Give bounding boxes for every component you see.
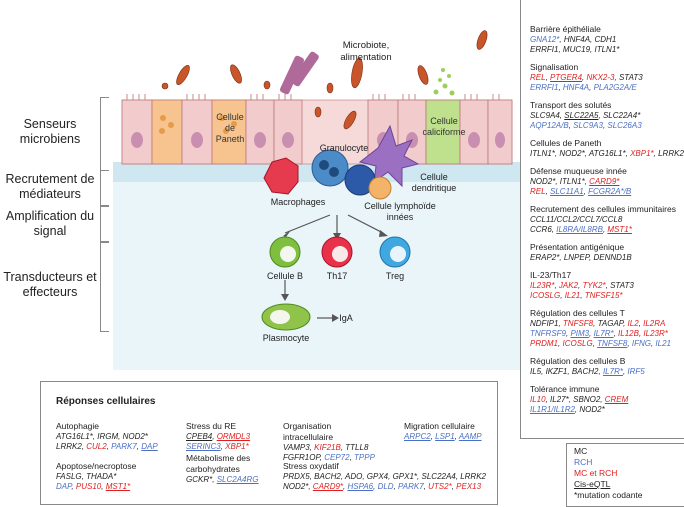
response-group: [186, 421, 250, 452]
gene-name: LRRK2: [56, 442, 82, 451]
response-group-title: Organisation intracellulaire: [283, 421, 334, 442]
gene-name: DLD: [377, 482, 394, 491]
gene-name: ITLN1*: [559, 177, 585, 186]
gene-name: IL2RA: [643, 319, 666, 328]
gene-line: IL23R*, JAK2, TYK2*, STAT3: [530, 281, 634, 290]
gene-line: IL1R1/IL1R2, NOD2*: [530, 405, 605, 414]
gene-name: IL27*: [550, 395, 569, 404]
gene-name: ADO: [344, 472, 363, 481]
gene-name: JAK2: [558, 281, 579, 290]
gene-name: PRDX5: [283, 472, 310, 481]
gene-name: SLC22A4*: [602, 111, 641, 120]
gene-name: CARD9*: [312, 482, 344, 491]
gene-line: NOD2*, CARD9*, HSPA6, DLD, PARK7, UTS2*, PEX13: [283, 482, 482, 491]
gene-name: IL8RA/IL8RB: [556, 225, 603, 234]
category-title: Défense muqueuse innée: [530, 166, 627, 176]
gene-line: IL10, IL27*, SBNO2, CREM: [530, 395, 629, 404]
food-particles: [279, 51, 320, 96]
gene-name: IKZF1: [545, 367, 568, 376]
gene-name: ERRFI1: [530, 45, 559, 54]
gene-name: IL1R1/IL1R2: [530, 405, 575, 414]
category-title: Barrière épithéliale: [530, 24, 601, 34]
gene-category: [530, 166, 684, 197]
gene-name: IFNG: [631, 339, 651, 348]
response-group: [186, 453, 272, 485]
gene-name: AAMP: [458, 432, 482, 441]
gene-name: ICOSLG: [562, 339, 593, 348]
label-treg: Treg: [385, 271, 405, 281]
gene-name: NOD2*: [530, 177, 556, 186]
gene-name: THADA*: [86, 472, 117, 481]
gene-name: LRRK2: [460, 472, 486, 481]
gene-name: SLC22A5: [564, 111, 599, 120]
gene-category: [530, 100, 684, 131]
gene-name: SLC26A3: [607, 121, 642, 130]
gene-name: CEP72: [324, 453, 350, 462]
gene-name: TTLL8: [345, 443, 369, 452]
gene-name: LRRK2: [658, 149, 684, 158]
gene-name: BACH2: [571, 367, 599, 376]
gene-name: ARPC2: [404, 432, 431, 441]
gene-line: DAP, PUS10, MST1*: [56, 482, 131, 491]
category-title: Cellules de Paneth: [530, 138, 602, 148]
gene-line: ERAP2*, LNPEP, DENND1B: [530, 253, 632, 262]
gene-name: PLA2G2A/E: [593, 83, 637, 92]
gene-name: LSP1: [435, 432, 455, 441]
gene-name: PIM3: [570, 329, 590, 338]
gene-category: [530, 242, 684, 263]
gene-name: BACH2: [314, 472, 341, 481]
gene-name: FCGR2A*/B: [588, 187, 632, 196]
gene-name: ERAP2*: [530, 253, 560, 262]
gene-name: IL23R*: [643, 329, 668, 338]
label-plasmocyte: Plasmocyte: [262, 333, 310, 343]
gene-line: SLC9A4, SLC22A5, SLC22A4*: [530, 111, 641, 120]
category-title: Signalisation: [530, 62, 579, 72]
legend-cis: Cis-eQTL: [574, 479, 611, 489]
gene-name: REL: [530, 73, 546, 82]
gene-line: NDFIP1, TNFSF8, TAGAP, IL2, IL2RA: [530, 319, 666, 328]
gene-name: GCKR*: [186, 475, 213, 484]
gene-name: ERRFI1: [530, 83, 559, 92]
gene-name: NOD2*: [579, 405, 605, 414]
gene-line: TNFRSF9, PIM3, IL7R*, IL12B, IL23R*: [530, 329, 668, 338]
response-group-title: Stress oxydatif: [283, 461, 339, 471]
gene-name: LNPEP: [563, 253, 590, 262]
gene-line: [530, 215, 684, 225]
legend-mc: MC: [574, 446, 588, 456]
gene-category: [530, 24, 684, 55]
gene-name: TNFSF8: [597, 339, 628, 348]
gene-name: CREM: [604, 395, 629, 404]
gene-name: PRDM1: [530, 339, 559, 348]
gene-name: HNF4A: [562, 83, 590, 92]
gene-name: TNFRSF9: [530, 329, 566, 338]
gene-name: UTS2*: [428, 482, 452, 491]
gene-name: IL5: [530, 367, 542, 376]
gene-name: CUL2: [86, 442, 107, 451]
gene-name: IL10: [530, 395, 546, 404]
gene-category: [530, 138, 684, 159]
gene-name: XBP1*: [225, 442, 249, 451]
gene-name: CCL11/CCL2/CCL7/CCL8: [530, 215, 623, 224]
gene-name: PARK7: [398, 482, 424, 491]
cell-b: [270, 237, 300, 267]
gene-name: NOD2*: [559, 149, 585, 158]
gene-name: MUC19: [562, 45, 591, 54]
gene-line: PRDM1, ICOSLG, TNFSF8, IFNG, IL21: [530, 339, 671, 348]
gene-name: TAGAP: [597, 319, 624, 328]
gene-line: ITLN1*, NOD2*, ATG16L1*, XBP1*, LRRK2: [530, 149, 684, 158]
gene-name: NDFIP1: [530, 319, 559, 328]
response-group-title: Apoptose/necroptose: [56, 461, 137, 471]
plasmocyte-cell: [262, 304, 310, 330]
gene-name: SLC9A4: [530, 111, 560, 120]
gene-line: ERRFI1, HNF4A, PLA2G2A/E: [530, 83, 637, 92]
gene-name: CARD9*: [589, 177, 620, 186]
response-group: [56, 421, 158, 452]
response-group: [56, 461, 136, 492]
gene-name: STAT3: [610, 281, 634, 290]
gene-name: HNF4A: [563, 35, 591, 44]
gene-name: ITLN1*: [530, 149, 555, 158]
gene-name: ATG16L1*: [588, 149, 626, 158]
gene-name: NKX2-3: [586, 73, 615, 82]
stage-transducteurs: Transducteurs et effecteurs: [3, 270, 97, 299]
gene-line: GCKR*, SLC2A4RG: [186, 475, 259, 484]
gene-name: SBNO2: [573, 395, 601, 404]
category-title: Transport des solutés: [530, 100, 612, 110]
legend: [574, 446, 643, 501]
gene-name: HSPA6: [347, 482, 374, 491]
response-group: [283, 461, 486, 492]
gene-name: PEX13: [456, 482, 482, 491]
gene-name: ORMDL3: [216, 432, 251, 441]
response-group-title: Métabolisme des carbohydrates: [186, 453, 251, 474]
gene-name: TNFSF8: [562, 319, 594, 328]
gene-name: TYK2*: [582, 281, 606, 290]
gene-name: DAP: [141, 442, 158, 451]
gene-line: REL, SLC11A1, FCGR2A*/B: [530, 187, 632, 196]
gene-name: SLC11A1: [550, 187, 584, 196]
gene-name: ITLN1*: [594, 45, 620, 54]
category-title: Recrutement des cellules immunitaires: [530, 204, 676, 214]
gene-name: TNFSF15*: [584, 291, 623, 300]
label-paneth: Cellule de Paneth: [215, 112, 245, 144]
th17-cell: [322, 237, 352, 267]
gene-line: LRRK2, CUL2, PARK7, DAP: [56, 442, 158, 451]
gene-name: VAMP3: [283, 443, 310, 452]
responses-title: Réponses cellulaires: [56, 396, 156, 407]
stage-recrutement: Recrutement de médiateurs: [5, 172, 95, 201]
label-celluleb: Cellule B: [266, 271, 304, 281]
label-th17: Th17: [326, 271, 348, 281]
gene-line: ARPC2, LSP1, AAMP: [404, 432, 482, 441]
gene-name: IRF5: [627, 367, 645, 376]
right-gene-list: [530, 24, 684, 422]
category-title: Régulation des cellules T: [530, 308, 625, 318]
label-granulocyte: Granulocyte: [319, 143, 369, 153]
gene-line: CPEB4, ORMDL3: [186, 432, 251, 441]
gene-line: VAMP3, KIF21B, TTLL8: [283, 443, 369, 452]
category-title: Présentation antigénique: [530, 242, 625, 252]
gene-category: [530, 356, 684, 377]
gene-name: GPX4: [366, 472, 389, 481]
gene-name: IL2: [627, 319, 639, 328]
gene-line: PRDX5, BACH2, ADO, GPX4, GPX1*, SLC22A4, LRRK2: [283, 472, 486, 481]
response-group-title: Autophagie: [56, 421, 100, 431]
gene-name: CPEB4: [186, 432, 213, 441]
gene-name: STAT3: [618, 73, 643, 82]
gene-name: CCR6: [530, 225, 552, 234]
gene-name: CDH1: [594, 35, 617, 44]
gene-line: IL5, IKZF1, BACH2, IL7R*, IRF5: [530, 367, 645, 376]
response-group: [404, 421, 482, 442]
gene-name: XBP1*: [630, 149, 654, 158]
gene-name: SLC9A3: [573, 121, 603, 130]
stage-amplification: Amplification du signal: [5, 209, 95, 238]
category-title: Tolérance immune: [530, 384, 600, 394]
gene-name: TPPP: [354, 453, 375, 462]
label-lymphoide: Cellule lymphoïde innées: [364, 201, 436, 222]
gene-category: [530, 204, 684, 235]
gene-line: FASLG, THADA*: [56, 472, 117, 481]
gene-name: GPX1*: [392, 472, 418, 481]
label-dendritique: Cellule dendritique: [411, 172, 457, 193]
gene-line: REL, PTGER4, NKX2-3, STAT3: [530, 73, 643, 82]
gene-name: IL7R*: [602, 367, 623, 376]
gene-name: IL21: [564, 291, 581, 300]
gene-line: NOD2*, ITLN1*, CARD9*: [530, 177, 620, 186]
gene-line: GNA12*, HNF4A, CDH1: [530, 35, 617, 44]
legend-mc-rch: MC et RCH: [574, 468, 618, 478]
gene-name: SERINC3: [186, 442, 221, 451]
gene-category: [530, 308, 684, 349]
gene-name: DAP: [56, 482, 72, 491]
gene-name: ICOSLG: [530, 291, 561, 300]
gene-line: SERINC3, XBP1*: [186, 442, 249, 451]
legend-rch: RCH: [574, 457, 593, 467]
response-group: [283, 421, 375, 463]
response-group-title: Migration cellulaire: [404, 421, 475, 431]
category-title: IL-23/Th17: [530, 270, 572, 280]
gene-name: IL7R*: [593, 329, 614, 338]
treg-cell: [380, 237, 410, 267]
gene-name: IL21: [655, 339, 671, 348]
gene-line: ATG16L1*, IRGM, NOD2*: [56, 432, 148, 441]
gene-name: FASLG: [56, 472, 82, 481]
gene-name: GNA12*: [530, 35, 560, 44]
gene-name: NOD2*: [283, 482, 309, 491]
gene-name: MST1*: [607, 225, 632, 234]
gene-name: IRGM: [97, 432, 119, 441]
label-microbiote: Microbiote, alimentation: [340, 40, 392, 63]
label-caliciforme: Cellule caliciforme: [422, 116, 466, 137]
category-title: Régulation des cellules B: [530, 356, 626, 366]
gene-name: REL: [530, 187, 546, 196]
gene-name: AQP12A/B: [530, 121, 569, 130]
response-group-title: Stress du RE: [186, 421, 237, 431]
gene-name: PTGER4: [550, 73, 583, 82]
gene-name: MST1*: [105, 482, 131, 491]
gene-name: SLC22A4: [421, 472, 456, 481]
gene-name: PARK7: [111, 442, 137, 451]
gene-name: PUS10: [75, 482, 102, 491]
gene-line: CCR6, IL8RA/IL8RB, MST1*: [530, 225, 632, 234]
gene-name: FGFR1OP: [283, 453, 320, 462]
gene-name: IL23R*: [530, 281, 555, 290]
granulocyte-cell: [312, 150, 348, 186]
stage-senseurs: Senseurs microbiens: [19, 117, 81, 146]
gene-name: SLC2A4RG: [216, 475, 259, 484]
gene-name: KIF21B: [314, 443, 341, 452]
gene-category: [530, 270, 684, 301]
gene-line: AQP12A/B, SLC9A3, SLC26A3: [530, 121, 642, 130]
legend-mutation: *mutation codante: [574, 490, 643, 500]
label-iga: IgA: [339, 313, 353, 323]
gene-name: NOD2*: [122, 432, 148, 441]
gene-name: ATG16L1*: [56, 432, 93, 441]
gene-line: FGFR1OP, CEP72, TPPP: [283, 453, 375, 462]
gene-name: IL12B: [618, 329, 639, 338]
gene-line: ERRFI1, MUC19, ITLN1*: [530, 45, 620, 54]
gene-category: [530, 384, 684, 415]
label-macrophages: Macrophages: [270, 197, 326, 207]
gene-line: ICOSLG, IL21, TNFSF15*: [530, 291, 623, 300]
gene-category: [530, 62, 684, 93]
gene-name: DENND1B: [593, 253, 632, 262]
